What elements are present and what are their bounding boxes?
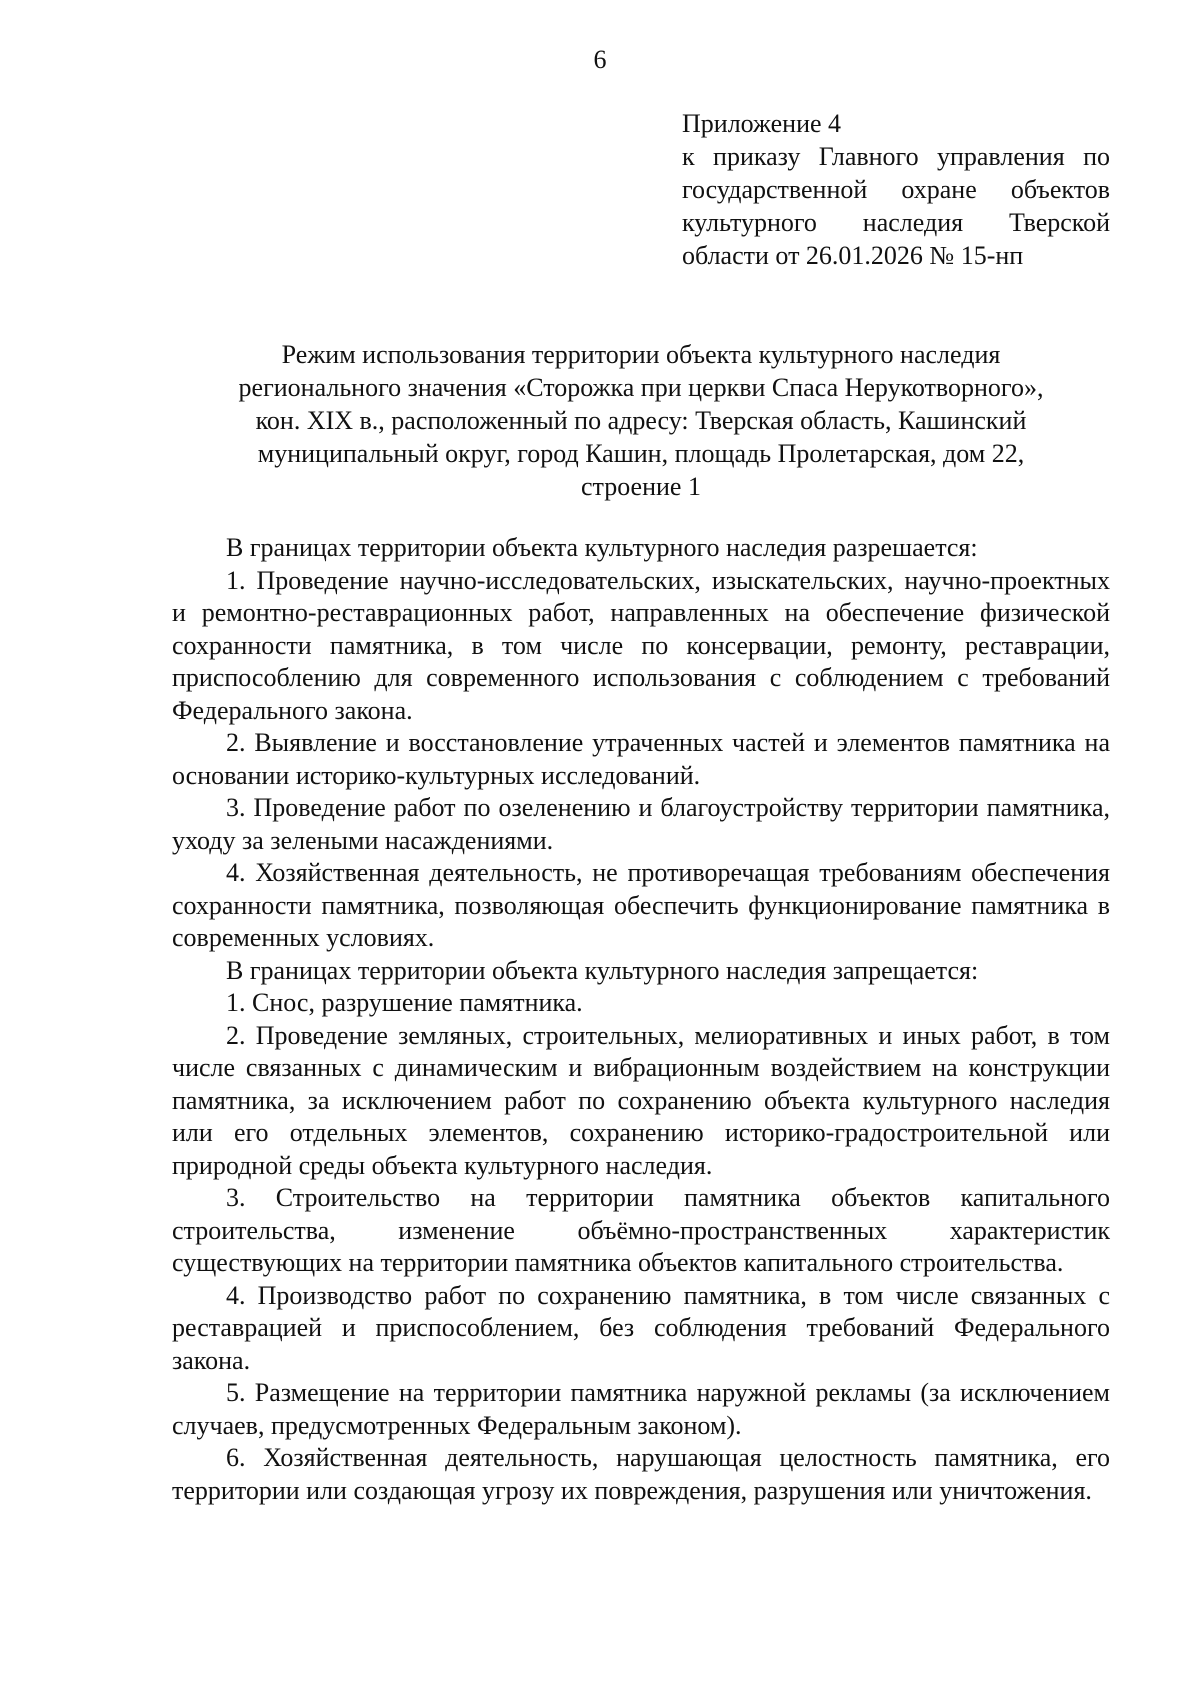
document-body	[172, 532, 1110, 1507]
title-line: кон. XIX в., расположенный по адресу: Тверская область, Кашинский	[255, 406, 1027, 435]
title-line: муниципальный округ, город Кашин, площадь Пролетарская, дом 22,	[257, 439, 1025, 468]
allowed-heading: В границах территории объекта культурного наследия разрешается:	[226, 533, 978, 562]
appendix-line: Приложение 4	[682, 109, 842, 138]
document-title	[172, 338, 1110, 503]
title-line: строение 1	[581, 472, 701, 501]
prohibited-item: 5. Размещение на территории памятника наружной рекламы (за исключением случаев, предусмотренных Федеральным законом).	[172, 1378, 1110, 1440]
appendix-line: государственной охране объектов	[682, 175, 1110, 204]
appendix-line: культурного наследия Тверской	[682, 208, 1110, 237]
allowed-item: 4. Хозяйственная деятельность, не противоречащая требованиям обеспечения сохранности памятника, позволяющая обеспечить функционирование памятника в современных условиях.	[172, 858, 1110, 952]
title-line: регионального значения «Сторожка при церкви Спаса Нерукотворного»,	[238, 373, 1044, 402]
prohibited-item: 4. Производство работ по сохранению памятника, в том числе связанных с реставрацией и приспособлением, без соблюдения требований Федерального закона.	[172, 1280, 1110, 1375]
prohibited-item: 1. Снос, разрушение памятника.	[226, 988, 583, 1017]
title-line: Режим использования территории объекта культурного наследия	[281, 340, 1001, 369]
allowed-item: 1. Проведение научно-исследовательских, изыскательских, научно-проектных и ремонтно-реставрационных работ, направленных на обеспечение физической сохранности памятника, в том числе по консервации, ремонту, реставрации, приспособлению для современного использования с соблюдением с требований Федерального закона.	[172, 565, 1110, 725]
prohibited-item: 3. Строительство на территории памятника объектов капитального строительства, изменение объёмно-пространственных характеристик существующих на территории памятника объектов капитального строительства.	[172, 1183, 1110, 1277]
prohibited-item: 6. Хозяйственная деятельность, нарушающая целостность памятника, его территории или создающая угрозу их повреждения, разрушения или уничтожения.	[172, 1443, 1110, 1505]
prohibited-heading: В границах территории объекта культурного наследия запрещается:	[226, 955, 979, 985]
allowed-item: 3. Проведение работ по озеленению и благоустройству территории памятника, уходу за зелеными насаждениями.	[172, 793, 1110, 855]
allowed-item: 2. Выявление и восстановление утраченных частей и элементов памятника на основании историко-культурных исследований.	[172, 728, 1110, 790]
appendix-block	[682, 107, 1110, 272]
appendix-line: к приказу Главного управления по	[682, 142, 1110, 171]
appendix-line: области от 26.01.2026 № 15-нп	[682, 241, 1024, 270]
page-number: 6	[593, 45, 607, 74]
prohibited-item: 2. Проведение земляных, строительных, мелиоративных и иных работ, в том числе связанных с динамическим и вибрационным воздействием на конструкции памятника, за исключением работ по сохранению объекта культурного наследия или его отдельных элементов, сохранению историко-градостроительной или природной среды объекта культурного наследия.	[172, 1020, 1110, 1180]
